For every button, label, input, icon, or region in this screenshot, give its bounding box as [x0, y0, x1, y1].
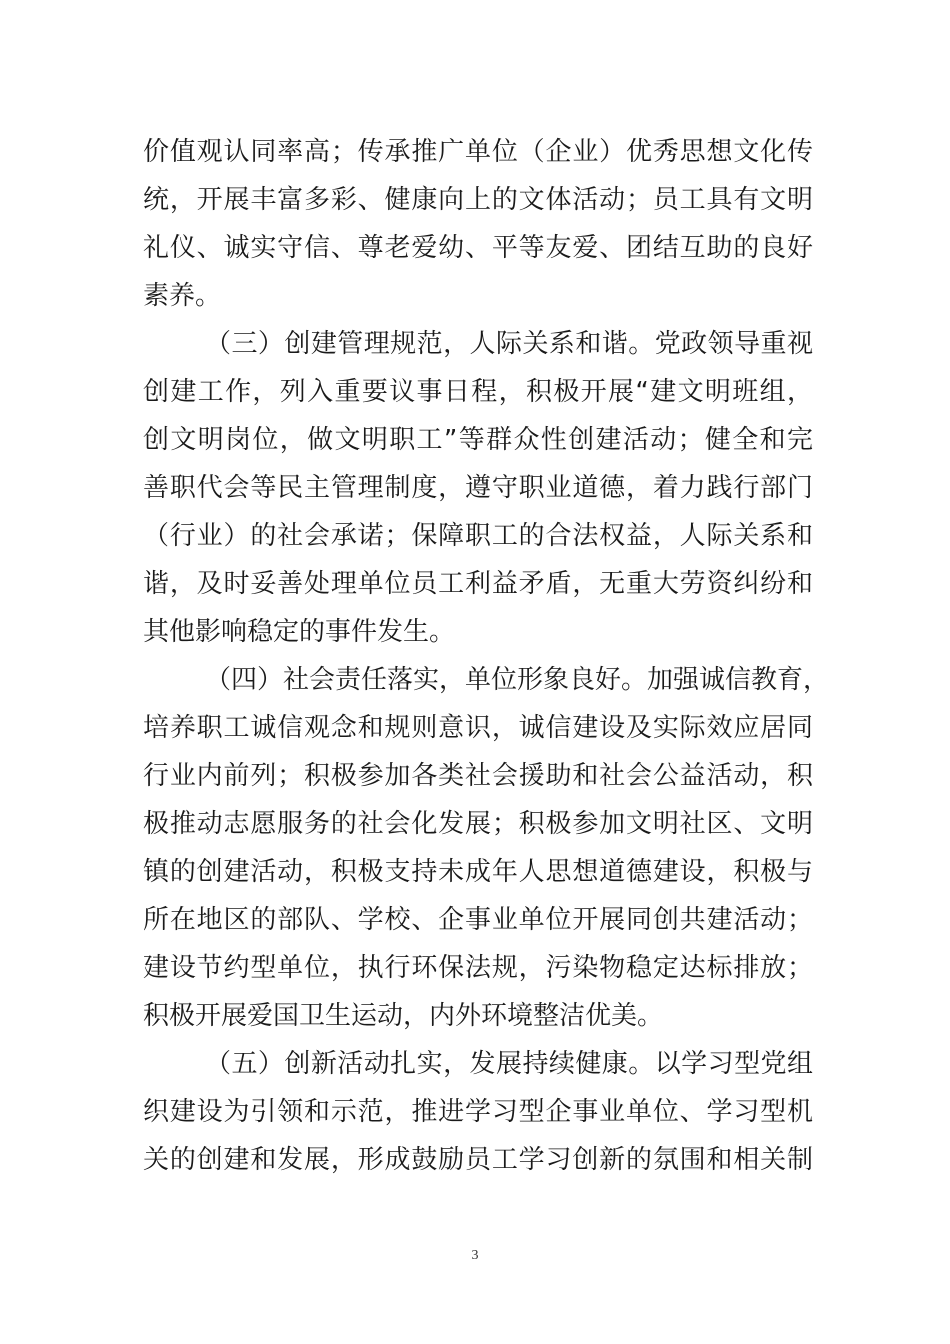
text-line: 礼仪、诚实守信、尊老爱幼、平等友爱、团结互助的良好 [143, 233, 813, 263]
paragraph-first-line: （三）创建管理规范，人际关系和谐。党政领导重视 [205, 329, 813, 359]
text-line: （行业）的社会承诺；保障职工的合法权益，人际关系和 [143, 521, 813, 551]
page-number: 3 [471, 1248, 479, 1263]
text-line: 积极开展爱国卫生运动，内外环境整洁优美。 [143, 1001, 664, 1031]
text-line: 建设节约型单位，执行环保法规，污染物稳定达标排放； [143, 953, 813, 983]
text-line: 行业内前列；积极参加各类社会援助和社会公益活动，积 [143, 761, 813, 791]
text-line: 创文明岗位，做文明职工”等群众性创建活动；健全和完 [143, 425, 813, 455]
text-line: 价值观认同率高；传承推广单位（企业）优秀思想文化传 [143, 137, 813, 167]
text-line: 织建设为引领和示范，推进学习型企事业单位、学习型机 [143, 1097, 813, 1127]
text-line: 其他影响稳定的事件发生。 [143, 617, 456, 647]
text-line: 统，开展丰富多彩、健康向上的文体活动；员工具有文明 [143, 185, 813, 215]
paragraph-first-line: （四）社会责任落实，单位形象良好。加强诚信教育， [205, 665, 830, 695]
body-text [143, 128, 830, 1184]
text-line: 关的创建和发展，形成鼓励员工学习创新的氛围和相关制 [143, 1145, 813, 1175]
text-line: 谐，及时妥善处理单位员工利益矛盾，无重大劳资纠纷和 [143, 569, 813, 599]
text-line: 素养。 [143, 281, 222, 311]
text-line: 镇的创建活动，积极支持未成年人思想道德建设，积极与 [143, 857, 813, 887]
text-line: 善职代会等民主管理制度，遵守职业道德，着力践行部门 [143, 473, 813, 503]
text-line: 创建工作，列入重要议事日程，积极开展“建文明班组， [143, 377, 813, 407]
text-line: 所在地区的部队、学校、企事业单位开展同创共建活动； [143, 905, 813, 935]
text-line: 极推动志愿服务的社会化发展；积极参加文明社区、文明 [143, 809, 813, 839]
text-line: 培养职工诚信观念和规则意识，诚信建设及实际效应居同 [143, 713, 813, 743]
paragraph-first-line: （五）创新活动扎实，发展持续健康。以学习型党组 [205, 1049, 813, 1079]
